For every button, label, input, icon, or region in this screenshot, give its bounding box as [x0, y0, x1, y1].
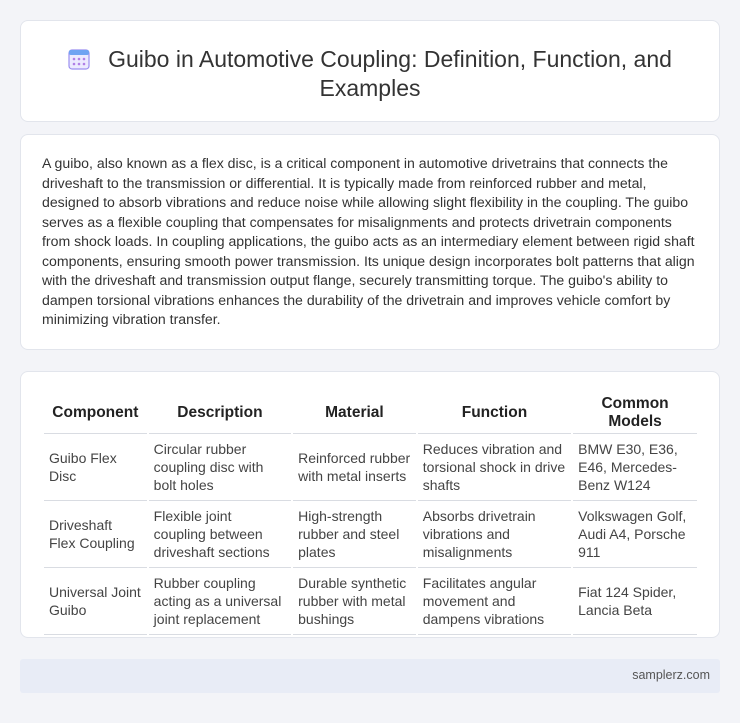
cell-material: Reinforced rubber with metal inserts [293, 434, 416, 501]
cell-common-models: Volkswagen Golf, Audi A4, Porsche 911 [573, 501, 697, 568]
page-title-text: Guibo in Automotive Coupling: Definition, Function, and Examples [108, 46, 672, 101]
cell-material: Durable synthetic rubber with metal bushings [293, 568, 416, 635]
cell-common-models: Fiat 124 Spider, Lancia Beta [573, 568, 697, 635]
footer [20, 659, 720, 693]
table-header-row [44, 392, 697, 434]
intro-paragraph: A guibo, also known as a flex disc, is a critical component in automotive drivetrains that connects the driveshaft to the transmission or differential. It is typically made from reinforced rubber and metal, designed to absorb vibrations and reduce noise while allowing slight flexibility in the coupling. The guibo serves as a flexible coupling that compensates for misalignments and protects drivetrain components from shock loads. In coupling applications, the guibo acts as an intermediary element between rigid shaft components, ensuring smooth power transmission. Its unique design incorporates bolt patterns that align with the driveshaft and transmission output flange, securely transmitting torque. The guibo's ability to dampen torsional vibrations enhances the durability of the drivetrain and improves vehicle comfort by minimizing vibration transfer. [42, 155, 695, 327]
calendar-icon [68, 48, 90, 70]
intro-card [20, 134, 720, 350]
cell-function: Reduces vibration and torsional shock in drive shafts [418, 434, 571, 501]
table-card [20, 371, 720, 638]
cell-function: Absorbs drivetrain vibrations and misalignments [418, 501, 571, 568]
cell-component: Guibo Flex Disc [44, 434, 147, 501]
cell-common-models: BMW E30, E36, E46, Mercedes-Benz W124 [573, 434, 697, 501]
footer-site-link[interactable]: samplerz.com [632, 668, 710, 682]
title-card [20, 20, 720, 122]
cell-component: Driveshaft Flex Coupling [44, 501, 147, 568]
page-title [51, 45, 689, 103]
cell-component: Universal Joint Guibo [44, 568, 147, 635]
header-component: Component [44, 392, 147, 434]
table-row [44, 501, 697, 568]
comparison-table [42, 392, 699, 635]
header-description: Description [149, 392, 291, 434]
cell-material: High-strength rubber and steel plates [293, 501, 416, 568]
cell-description: Flexible joint coupling between driveshaft sections [149, 501, 291, 568]
cell-function: Facilitates angular movement and dampens vibrations [418, 568, 571, 635]
header-common-models: Common Models [573, 392, 697, 434]
cell-description: Circular rubber coupling disc with bolt holes [149, 434, 291, 501]
header-material: Material [293, 392, 416, 434]
table-row [44, 434, 697, 501]
table-row [44, 568, 697, 635]
cell-description: Rubber coupling acting as a universal joint replacement [149, 568, 291, 635]
header-function: Function [418, 392, 571, 434]
